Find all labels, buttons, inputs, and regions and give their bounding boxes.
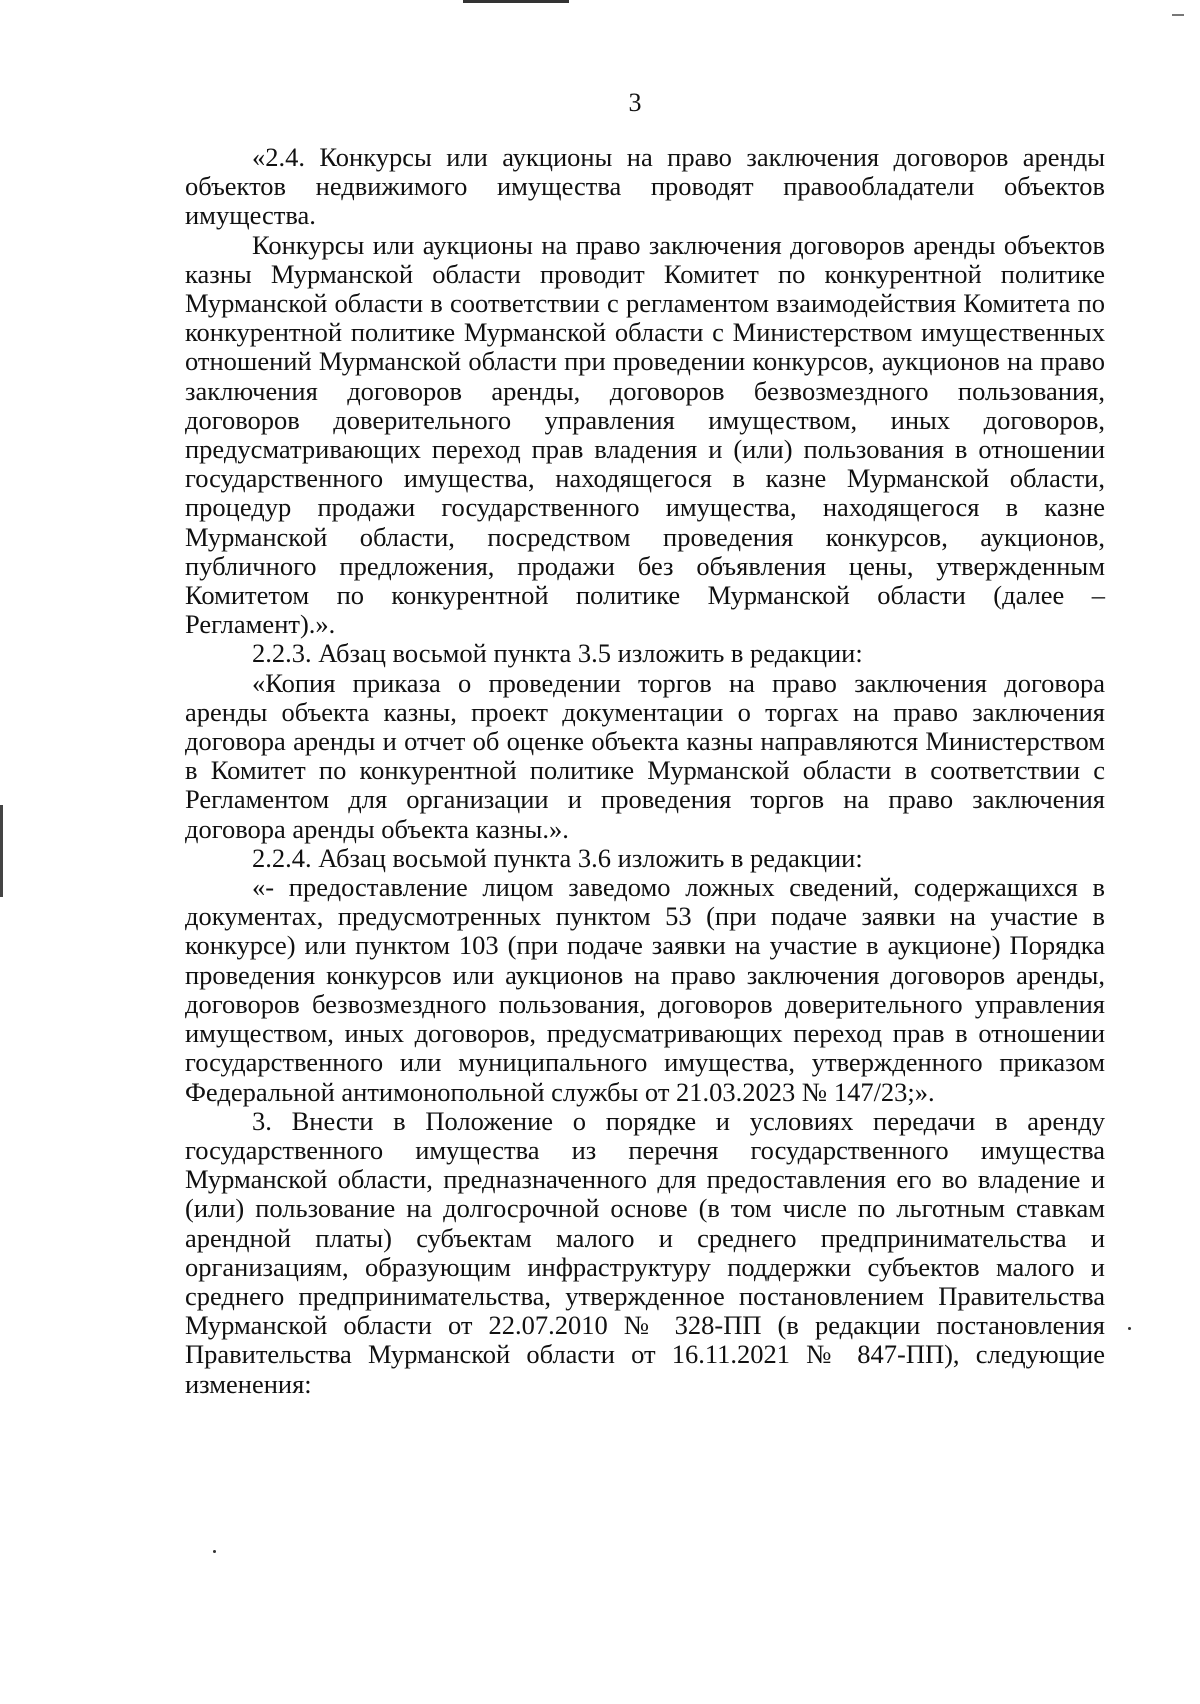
paragraph-false-info: «- предоставление лицом заведомо ложных сведений, содержащихся в документах, предусмотренных пунктом 53 (при подаче заявки на участие в конкурсе) или пунктом 103 (при подаче заявки на участие в аукционе) Порядка проведения конкурсов или аукционов на право заключения договоров аренды, договоров безвозмездного пользования, договоров доверительного управления имуществом, иных договоров, предусматривающих переход прав в отношении государственного или муниципального имущества, утвержденного приказом Федеральной антимонопольной службы от 21.03.2023 № 147/23;».	[185, 872, 1105, 1107]
scan-speck	[1128, 1327, 1131, 1330]
page-number: 3	[628, 88, 642, 117]
paragraph-3-amendments: 3. Внести в Положение о порядке и условиях передачи в аренду государственного имущества из перечня государственного имущества Мурманской области, предназначенного для предоставления его во владение и (или) пользование на долгосрочной основе (в том числе по льготным ставкам арендной платы) субъектам малого и среднего предпринимательства и организациям, образующим инфраструктуру поддержки субъектов малого и среднего предпринимательства, утвержденное постановлением Правительства Мурманской области от 22.07.2010 № 328-ПП (в редакции постановления Правительства Мурманской области от 16.11.2021 № 847-ПП), следующие изменения:	[185, 1105, 1105, 1399]
scan-speck	[213, 1550, 216, 1553]
paragraph-2-4: «2.4. Конкурсы или аукционы на право заключения договоров аренды объектов недвижимого имущества проводят правообладатели объектов имущества.	[185, 142, 1105, 231]
document-body	[185, 143, 1105, 1399]
paragraph-2-2-4: 2.2.4. Абзац восьмой пункта 3.6 изложить в редакции:	[252, 842, 863, 873]
paragraph-copy-order: «Копия приказа о проведении торгов на право заключения договора аренды объекта казны, проект документации о торгах на право заключения договора аренды и отчет об оценке объекта казны направляются Министерством в Комитет по конкурентной политике Мурманской области в соответствии с Регламентом для организации и проведения торгов на право заключения договора аренды объекта казны.».	[185, 667, 1105, 844]
paragraph-2-2-3: 2.2.3. Абзац восьмой пункта 3.5 изложить в редакции:	[252, 638, 863, 669]
paragraph-tenders-kazna: Конкурсы или аукционы на право заключения договоров аренды объектов казны Мурманской области проводит Комитет по конкурентной политике Мурманской области в соответствии с регламентом взаимодействия Комитета по конкурентной политике Мурманской области с Министерством имущественных отношений Мурманской области при проведении конкурсов, аукционов на право заключения договоров аренды, договоров безвозмездного пользования, договоров доверительного управления имуществом, иных договоров, предусматривающих переход прав владения и (или) пользования в отношении государственного имущества, находящегося в казне Мурманской области, процедур продажи государственного имущества, находящегося в казне Мурманской области, посредством проведения конкурсов, аукционов, публичного предложения, продажи без объявления цены, утвержденным Комитетом по конкурентной политике Мурманской области (далее – Регламент).».	[185, 229, 1105, 640]
top-scan-rule	[463, 0, 569, 3]
left-edge-scan-mark	[0, 805, 3, 897]
corner-scan-mark	[1172, 14, 1184, 16]
